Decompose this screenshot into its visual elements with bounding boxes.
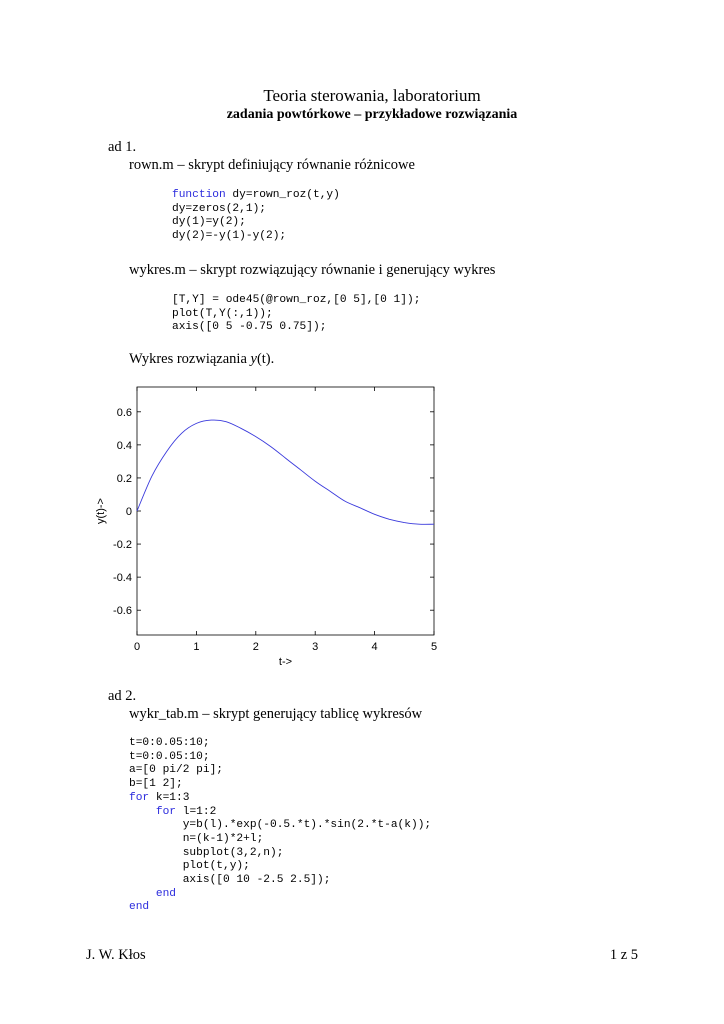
- y-tick-label: 0.6: [116, 406, 132, 419]
- code-line: [172, 203, 340, 217]
- code-line: plot(T,Y(:,1));: [172, 307, 273, 320]
- plot-caption-post: (t).: [256, 351, 275, 367]
- x-tick-label: 1: [193, 641, 200, 653]
- footer-author: J. W. Kłos: [86, 947, 146, 963]
- y-tick-label: 0: [125, 506, 132, 518]
- code-line: [129, 737, 431, 751]
- code-text: dy(2)=-y(1)-y(2);: [172, 230, 287, 243]
- code-text: y=b(l).*exp(-0.5.*t).*sin(2.*t-a(k));: [182, 819, 432, 832]
- code-line: [T,Y] = ode45(@rown_roz,[0 5],[0 1]);: [172, 294, 421, 306]
- code-line: [129, 901, 431, 915]
- file2-description: wykres.m – skrypt rozwiązujący równanie i generujący wykres: [129, 262, 496, 278]
- code-text: dy(1)=y(2);: [172, 216, 246, 229]
- footer-page-number: 1 z 5: [609, 947, 638, 963]
- code-block-rown: [172, 189, 340, 244]
- code-line: axis([0 5 -0.75 0.75]);: [172, 321, 327, 334]
- code-line: [129, 847, 431, 861]
- code-text: dy=rown_roz(t,y): [225, 189, 340, 201]
- y-tick-label: 0.4: [116, 439, 132, 452]
- plot-frame: [137, 387, 434, 635]
- x-axis-label: t->: [278, 656, 293, 668]
- page-subtitle: zadania powtórkowe – przykładowe rozwiązania: [226, 107, 518, 122]
- code-line: [129, 833, 431, 847]
- code-text: b=[1 2];: [129, 778, 183, 791]
- code-line: [172, 230, 340, 244]
- y-tick-label: -0.4: [113, 572, 132, 585]
- y-axis-label: y(t)->: [95, 498, 107, 524]
- code-line: [129, 819, 431, 833]
- x-tick-label: 5: [430, 641, 438, 653]
- code-text: t=0:0.05:10;: [129, 737, 210, 749]
- code-text: dy=zeros(2,1);: [172, 202, 266, 215]
- code-indent: [129, 874, 183, 886]
- code-keyword: for: [129, 791, 150, 804]
- file1-description: rown.m – skrypt definiujący równanie różnicowe: [129, 157, 415, 173]
- code-text: a=[0 pi/2 pi];: [129, 764, 223, 777]
- y-tick-label: -0.2: [113, 539, 132, 552]
- y-tick-label: -0.6: [113, 605, 132, 618]
- code-text: axis([0 10 -2.5 2.5]);: [182, 874, 331, 887]
- code-line: [129, 806, 431, 820]
- code-block-wykres: [172, 294, 420, 335]
- plot-caption: [129, 351, 274, 368]
- code-text: l=1:2: [176, 805, 217, 818]
- series-line-y: [137, 420, 434, 524]
- x-tick-label: 0: [133, 641, 141, 653]
- file3-description: wykr_tab.m – skrypt generujący tablicę wykresów: [129, 706, 423, 722]
- plot-caption-pre: Wykres rozwiązania: [129, 351, 251, 367]
- code-indent: [129, 806, 156, 818]
- x-tick-label: 3: [312, 641, 319, 653]
- code-indent: [129, 819, 183, 831]
- code-line: [172, 216, 340, 230]
- code-line: [129, 792, 431, 806]
- code-keyword: end: [155, 887, 177, 900]
- y-tick-label: 0.2: [116, 472, 132, 485]
- code-line: [129, 778, 431, 792]
- code-block-wykr-tab: [129, 737, 431, 915]
- code-indent: [129, 888, 156, 900]
- code-line: [129, 860, 431, 874]
- code-text: plot(t,y);: [182, 860, 250, 873]
- code-keyword: for: [155, 805, 177, 818]
- section1-label: ad 1.: [108, 139, 137, 155]
- code-indent: [129, 847, 183, 859]
- code-line: [129, 874, 431, 888]
- code-indent: [129, 860, 183, 872]
- x-tick-label: 4: [371, 641, 378, 653]
- page-title: Teoria sterowania, laboratorium: [263, 86, 481, 105]
- plot-caption-var: y: [250, 351, 257, 367]
- code-indent: [129, 833, 183, 845]
- code-line: [172, 189, 340, 203]
- code-line: [129, 888, 431, 902]
- code-line: [129, 764, 431, 778]
- x-tick-label: 2: [252, 641, 259, 653]
- code-text: t=0:0.05:10;: [129, 750, 210, 763]
- code-text: k=1:3: [149, 791, 190, 804]
- code-text: n=(k-1)*2+l;: [182, 832, 264, 845]
- code-line: [129, 751, 431, 765]
- code-keyword: function: [172, 189, 226, 201]
- code-text: subplot(3,2,n);: [182, 846, 284, 859]
- code-keyword: end: [129, 901, 150, 914]
- section2-label: ad 2.: [108, 688, 137, 704]
